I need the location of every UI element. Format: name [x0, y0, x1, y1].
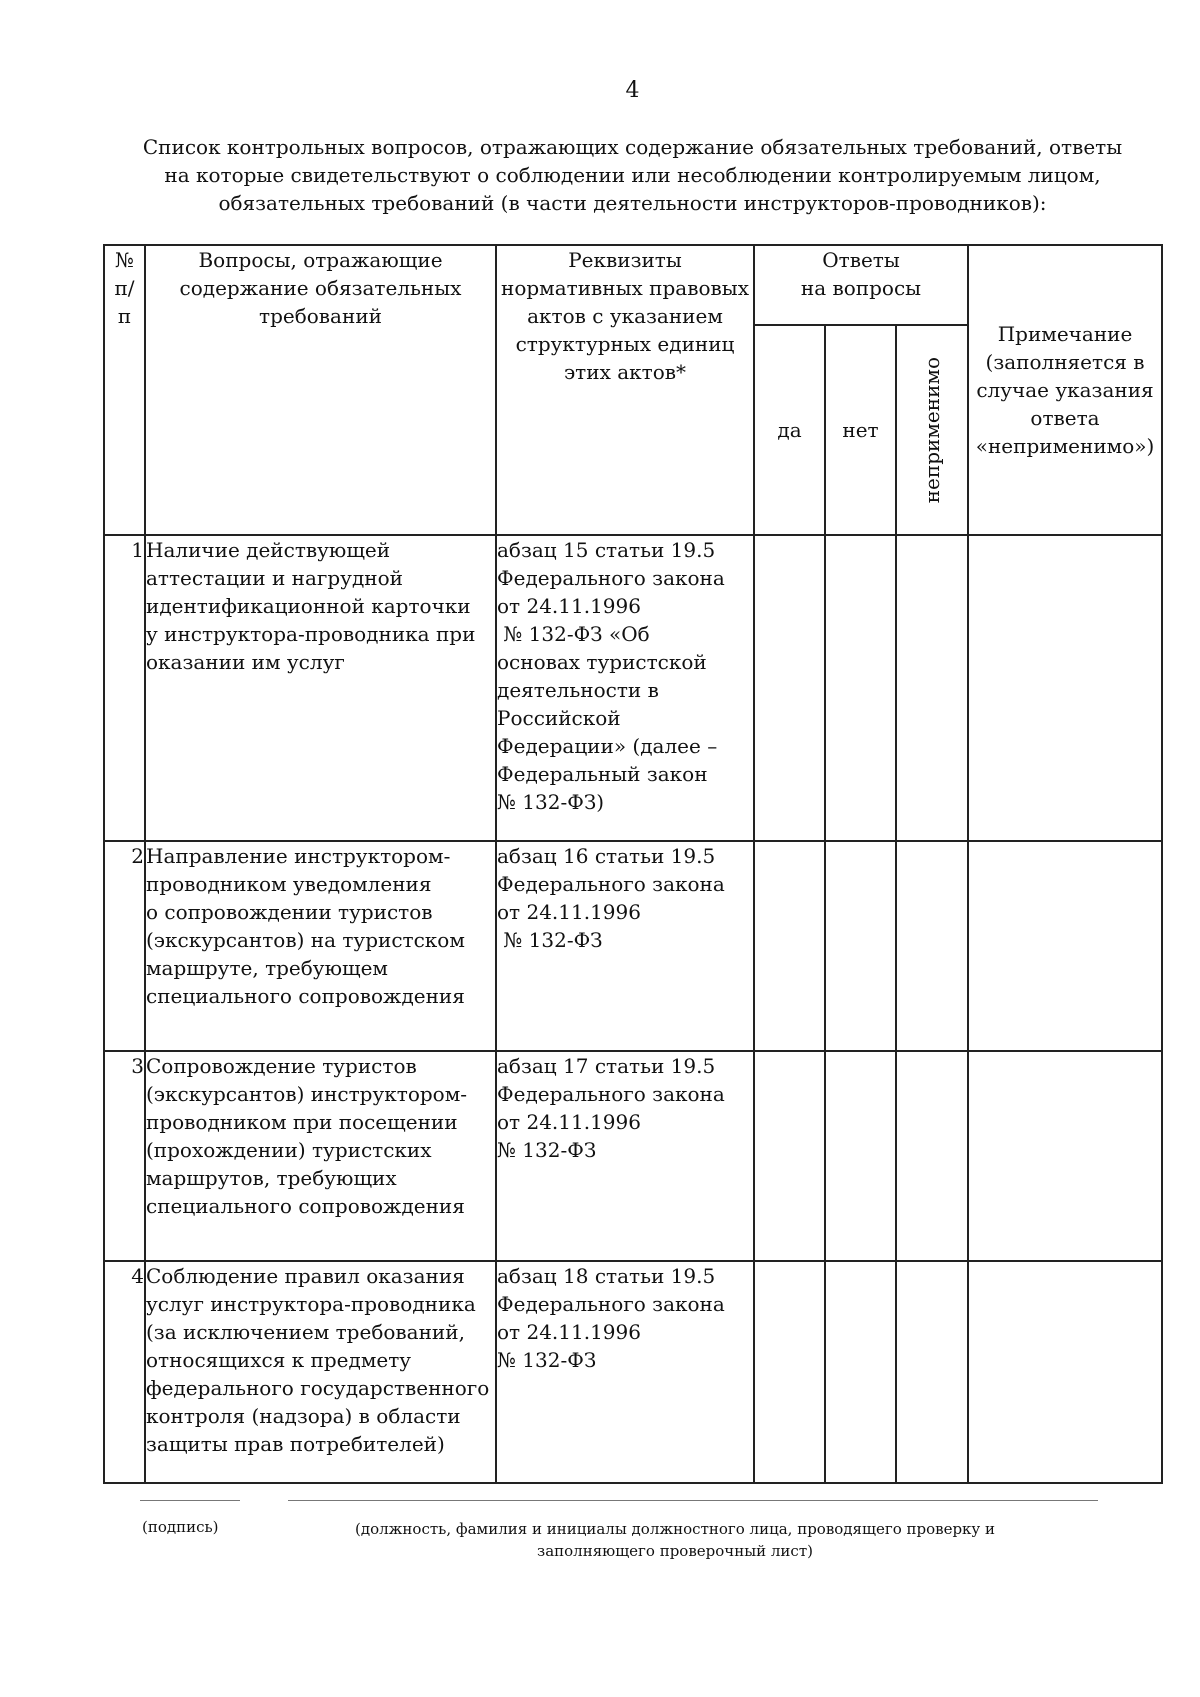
header-note-line: Примечание: [997, 322, 1133, 346]
intro-line: на которые свидетельствуют о соблюдении или несоблюдении контролируемым лицом,: [164, 163, 1101, 187]
header-not-applicable-label: неприменимо: [920, 356, 944, 504]
header-number-line: п: [117, 304, 132, 328]
row-reference: [496, 1051, 754, 1261]
checklist-table: [103, 244, 1163, 1484]
row-reference-line: от 24.11.1996: [497, 594, 641, 618]
row-reference-line: Федерального закона: [497, 1292, 725, 1316]
header-number-line: №: [115, 248, 134, 272]
header-note-line: «неприменимо»): [975, 434, 1155, 458]
row-question-line: защиты прав потребителей): [146, 1432, 445, 1456]
header-note-line: случае указания: [976, 378, 1154, 402]
answer-not-applicable-cell[interactable]: [896, 535, 968, 841]
signature-line[interactable]: [140, 1500, 240, 1501]
header-questions-line: требований: [259, 304, 382, 328]
intro-line: обязательных требований (в части деятельности инструкторов-проводников):: [218, 191, 1047, 215]
note-cell[interactable]: [968, 841, 1162, 1051]
table-row: [104, 535, 1162, 841]
row-number: 2: [104, 841, 145, 1051]
header-references-line: Реквизиты: [568, 248, 682, 272]
header-references-line: актов с указанием: [527, 304, 723, 328]
header-note: [968, 245, 1162, 535]
answer-yes-cell[interactable]: [754, 841, 825, 1051]
row-question-line: оказании им услуг: [146, 650, 345, 674]
row-question-line: о сопровождении туристов: [146, 900, 433, 924]
page-number: 4: [625, 78, 640, 103]
row-question-line: Сопровождение туристов: [146, 1054, 417, 1078]
header-note-line: (заполняется в: [985, 350, 1145, 374]
header-note-line: ответа: [1030, 406, 1100, 430]
row-reference-line: Федерального закона: [497, 1082, 725, 1106]
row-question-line: маршрутов, требующих: [146, 1166, 397, 1190]
row-question: [145, 1051, 496, 1261]
row-number: 1: [104, 535, 145, 841]
row-question-line: услуг инструктора-проводника: [146, 1292, 476, 1316]
row-question-line: у инструктора-проводника при: [146, 622, 476, 646]
row-question-line: (прохождении) туристских: [146, 1138, 432, 1162]
header-questions: [145, 245, 496, 535]
row-number: 4: [104, 1261, 145, 1483]
row-reference-line: Федерации» (далее –: [497, 734, 718, 758]
row-reference-line: абзац 15 статьи 19.5: [497, 538, 716, 562]
header-yes: да: [754, 325, 825, 535]
note-cell[interactable]: [968, 535, 1162, 841]
row-question-line: Соблюдение правил оказания: [146, 1264, 465, 1288]
row-reference-line: Федеральный закон: [497, 762, 708, 786]
row-question-line: Наличие действующей: [146, 538, 391, 562]
row-reference-line: абзац 16 статьи 19.5: [497, 844, 716, 868]
official-caption-line: заполняющего проверочный лист): [537, 1542, 813, 1560]
row-reference-line: Федерального закона: [497, 566, 725, 590]
signature-caption: (подпись): [142, 1518, 219, 1536]
table-row: [104, 1261, 1162, 1483]
row-reference-line: № 132-ФЗ): [497, 790, 605, 814]
table-row: [104, 1051, 1162, 1261]
row-number: 3: [104, 1051, 145, 1261]
table-row: [104, 841, 1162, 1051]
answer-not-applicable-cell[interactable]: [896, 1261, 968, 1483]
header-references-line: нормативных правовых: [500, 276, 749, 300]
official-caption-line: (должность, фамилия и инициалы должностного лица, проводящего проверку и: [354, 1520, 996, 1538]
answer-no-cell[interactable]: [825, 1051, 896, 1261]
row-question-line: аттестации и нагрудной: [146, 566, 403, 590]
row-reference: [496, 1261, 754, 1483]
row-reference-line: от 24.11.1996: [497, 1110, 641, 1134]
answer-no-cell[interactable]: [825, 841, 896, 1051]
intro-line: Список контрольных вопросов, отражающих содержание обязательных требований, ответы: [142, 135, 1123, 159]
row-reference-line: № 132-ФЗ «Об: [497, 622, 650, 646]
header-references-line: этих актов*: [563, 360, 687, 384]
row-question: [145, 535, 496, 841]
checklist-intro: [130, 133, 1135, 217]
row-question-line: Направление инструктором-: [146, 844, 451, 868]
row-reference-line: № 132-ФЗ: [497, 928, 603, 952]
header-number: [104, 245, 145, 535]
row-reference-line: деятельности в: [497, 678, 659, 702]
header-answers-line: на вопросы: [800, 276, 922, 300]
row-reference-line: № 132-ФЗ: [497, 1348, 597, 1372]
row-question-line: проводником при посещении: [146, 1110, 458, 1134]
header-answers: [754, 245, 968, 325]
header-references: [496, 245, 754, 535]
row-question-line: специального сопровождения: [146, 1194, 465, 1218]
row-reference: [496, 841, 754, 1051]
header-answers-line: Ответы: [822, 248, 900, 272]
row-question-line: (экскурсантов) на туристском: [146, 928, 465, 952]
row-reference-line: Российской: [497, 706, 621, 730]
row-reference-line: абзац 17 статьи 19.5: [497, 1054, 716, 1078]
header-not-applicable: [896, 325, 968, 535]
answer-not-applicable-cell[interactable]: [896, 1051, 968, 1261]
row-reference-line: абзац 18 статьи 19.5: [497, 1264, 716, 1288]
row-reference-line: № 132-ФЗ: [497, 1138, 597, 1162]
row-question-line: относящихся к предмету: [146, 1348, 412, 1372]
row-question-line: проводником уведомления: [146, 872, 432, 896]
row-question-line: федерального государственного: [146, 1376, 490, 1400]
row-reference-line: основах туристской: [497, 650, 707, 674]
header-number-line: п/: [114, 276, 135, 300]
row-reference: [496, 535, 754, 841]
row-question: [145, 1261, 496, 1483]
answer-yes-cell[interactable]: [754, 535, 825, 841]
header-questions-line: содержание обязательных: [179, 276, 462, 300]
header-references-line: структурных единиц: [515, 332, 735, 356]
official-name-line[interactable]: [288, 1500, 1098, 1501]
note-cell[interactable]: [968, 1261, 1162, 1483]
note-cell[interactable]: [968, 1051, 1162, 1261]
answer-no-cell[interactable]: [825, 535, 896, 841]
row-question-line: (экскурсантов) инструктором-: [146, 1082, 468, 1106]
row-question-line: маршруте, требующем: [146, 956, 388, 980]
row-question-line: специального сопровождения: [146, 984, 465, 1008]
header-no: нет: [825, 325, 896, 535]
answer-yes-cell[interactable]: [754, 1261, 825, 1483]
official-caption: [315, 1518, 1035, 1562]
row-reference-line: Федерального закона: [497, 872, 725, 896]
answer-not-applicable-cell[interactable]: [896, 841, 968, 1051]
row-reference-line: от 24.11.1996: [497, 900, 641, 924]
answer-yes-cell[interactable]: [754, 1051, 825, 1261]
row-question-line: (за исключением требований,: [146, 1320, 465, 1344]
answer-no-cell[interactable]: [825, 1261, 896, 1483]
row-question-line: контроля (надзора) в области: [146, 1404, 461, 1428]
row-question-line: идентификационной карточки: [146, 594, 471, 618]
row-question: [145, 841, 496, 1051]
header-questions-line: Вопросы, отражающие: [198, 248, 443, 272]
row-reference-line: от 24.11.1996: [497, 1320, 641, 1344]
